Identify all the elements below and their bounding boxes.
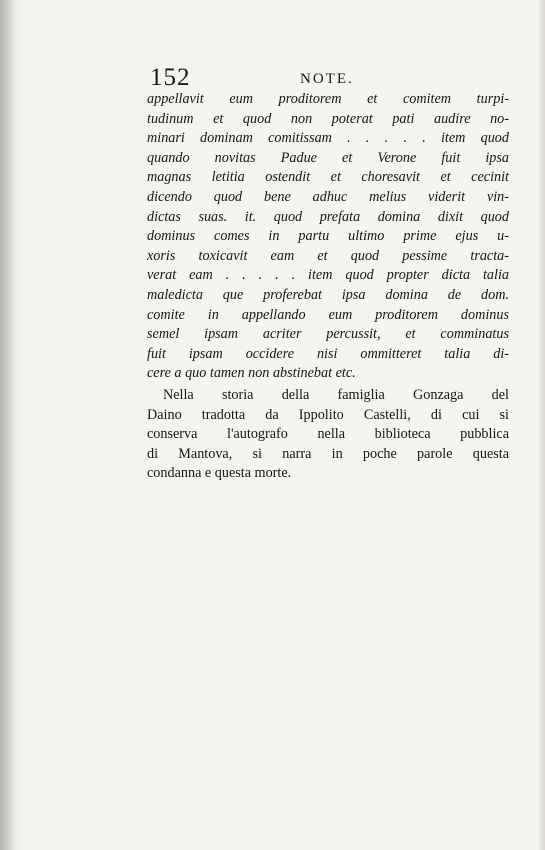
text-line: di Mantova, si narra in poche parole questa: [147, 445, 509, 462]
text-line: xoris toxicavit eam et quod pessime tracta-: [147, 247, 509, 264]
text-line: tudinum et quod non poterat pati audire no-: [147, 110, 509, 127]
page-body: [147, 90, 509, 484]
text-line: appellavit eum proditorem et comitem turpi-: [147, 91, 509, 107]
latin-note: [147, 90, 509, 384]
page-number: 152: [150, 64, 191, 91]
text-line: Daino tradotta da Ippolito Castelli, di cui si: [147, 406, 509, 423]
text-line: dicendo quod bene adhuc melius viderit vin-: [147, 188, 509, 205]
text-line: conserva l'autografo nella biblioteca pubblica: [147, 426, 509, 443]
text-line: condanna e questa morte.: [147, 465, 292, 482]
text-line: fuit ipsam occidere nisi ommitteret talia di-: [147, 345, 509, 362]
text-line: verat eam . . . . . item quod propter dicta talia: [147, 267, 509, 284]
text-line: Nella storia della famiglia Gonzaga del: [163, 386, 509, 403]
page-gutter-shadow: [0, 0, 16, 850]
text-line: cere a quo tamen non abstinebat etc.: [147, 365, 356, 382]
page-header: [150, 64, 510, 92]
text-line: quando novitas Padue et Verone fuit ipsa: [147, 149, 509, 166]
text-line: semel ipsam acriter percussit, et comminatus: [147, 326, 509, 343]
text-line: dominus comes in partu ultimo prime ejus u-: [147, 228, 509, 245]
text-line: minari dominam comitissam . . . . . item quod: [147, 130, 509, 147]
text-line: magnas letitia ostendit et choresavit et cecinit: [147, 169, 509, 186]
text-line: comite in appellando eum proditorem dominus: [147, 306, 509, 323]
text-line: maledicta que proferebat ipsa domina de dom.: [147, 286, 509, 303]
italian-paragraph: [147, 386, 509, 484]
text-line: dictas suas. it. quod prefata domina dixit quod: [147, 208, 509, 225]
page-edge-shadow: [537, 0, 545, 850]
running-head: NOTE.: [300, 71, 354, 87]
